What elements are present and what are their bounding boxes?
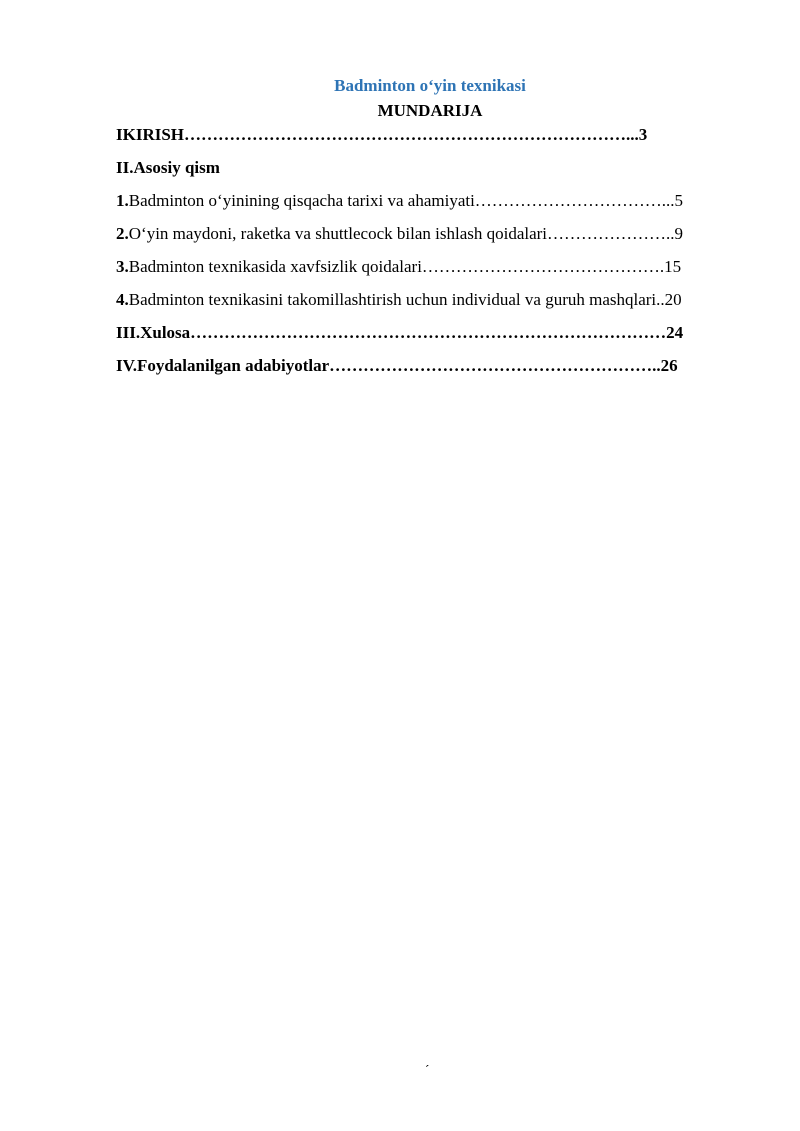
toc-entry-exercises xyxy=(116,287,742,320)
toc-entry-introduction xyxy=(116,122,742,155)
page-footer-mark: ´ xyxy=(425,1062,430,1077)
toc-entry-number: 2. xyxy=(116,224,129,243)
toc-entry-number: 3. xyxy=(116,257,129,276)
toc-entry-history xyxy=(116,188,742,221)
toc-entry-text: III.Xulosa…………………………………………………………………………24 xyxy=(116,323,684,342)
toc-entry-text: IV.Foydalanilgan adabiyotlar…………………………………………………..26 xyxy=(116,356,678,375)
toc-entry-conclusion xyxy=(116,320,742,353)
toc-entry-text: Badminton texnikasini takomillashtirish uchun individual va guruh mashqlari..20 xyxy=(128,290,682,309)
toc-entry-text: IKIRISH……………………………………………………………………...3 xyxy=(116,125,648,144)
toc-entry-safety-rules xyxy=(116,254,742,287)
toc-heading: MUNDARIJA xyxy=(377,101,483,120)
table-of-contents xyxy=(116,122,742,386)
toc-entry-main-part xyxy=(116,155,742,188)
toc-entry-references xyxy=(116,353,742,386)
toc-entry-text: II.Asosiy qism xyxy=(116,158,220,177)
toc-entry-text: Badminton texnikasida xavfsizlik qoidalari…………………………………….15 xyxy=(128,257,682,276)
toc-entry-number: 4. xyxy=(116,290,129,309)
document-title: Badminton o‘yin texnikasi xyxy=(334,76,526,95)
toc-entry-text: Badminton o‘yinining qisqacha tarixi va ahamiyati……………………………...5 xyxy=(128,191,684,210)
toc-entry-court-rules xyxy=(116,221,742,254)
toc-entry-number: 1. xyxy=(116,191,129,210)
toc-entry-text: O‘yin maydoni, raketka va shuttlecock bilan ishlash qoidalari…………………..9 xyxy=(128,224,684,243)
